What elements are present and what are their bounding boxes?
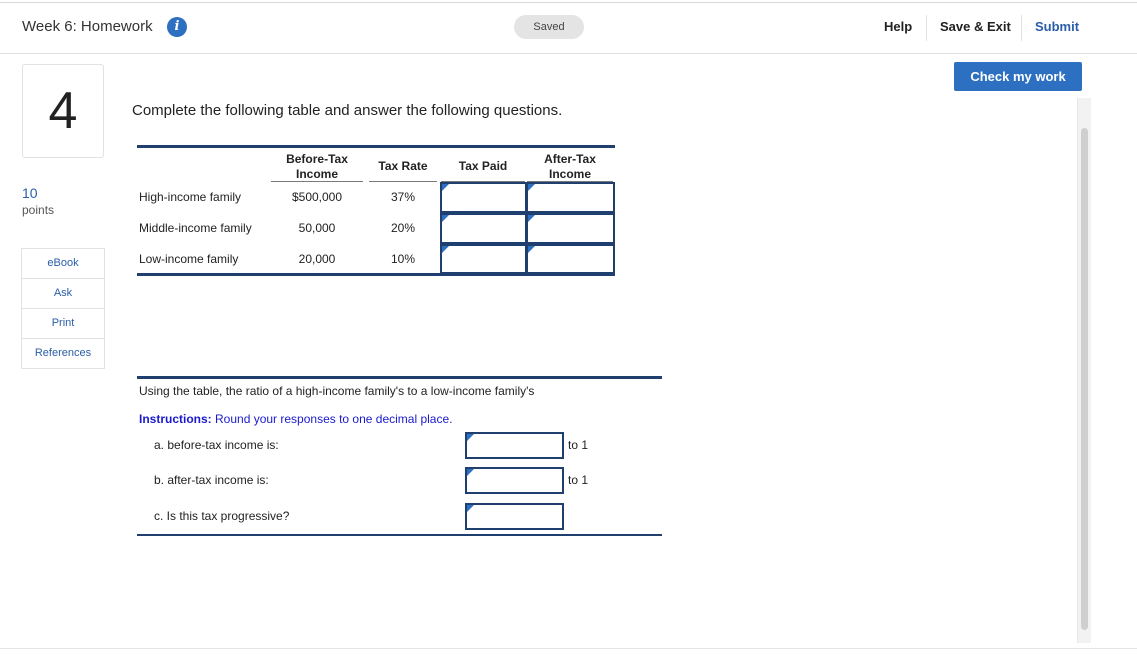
instructions <box>139 412 453 426</box>
saved-status-badge: Saved <box>514 15 584 39</box>
row-label-high: High-income family <box>139 190 242 204</box>
rate-low: 10% <box>390 252 416 266</box>
instructions-text: Round your responses to one decimal place. <box>215 412 453 426</box>
ratio-suffix-b: to 1 <box>568 473 589 487</box>
progressive-answer-dropdown[interactable] <box>465 503 564 530</box>
top-bar <box>0 3 1137 54</box>
after-tax-high-input[interactable] <box>526 182 615 213</box>
nav-divider <box>1021 15 1022 41</box>
help-link[interactable]: Help <box>884 19 913 34</box>
submit-link[interactable]: Submit <box>1035 19 1080 34</box>
ratio-questions <box>137 376 662 537</box>
info-icon[interactable]: i <box>167 17 187 37</box>
header-tax-rate: Tax Rate <box>378 159 428 173</box>
check-my-work-button[interactable]: Check my work <box>954 62 1082 91</box>
rate-high: 37% <box>390 190 416 204</box>
after-tax-ratio-input[interactable] <box>465 467 564 494</box>
question-c-label: c. Is this tax progressive? <box>154 509 290 523</box>
section-bottom-rule <box>137 534 662 536</box>
question-number: 4 <box>22 64 104 158</box>
rate-middle: 20% <box>390 221 416 235</box>
ask-link[interactable]: Ask <box>22 278 104 308</box>
header-after-tax <box>527 152 613 182</box>
tax-paid-high-input[interactable] <box>440 182 527 213</box>
table-top-rule <box>137 145 615 148</box>
ratio-suffix-a: to 1 <box>568 438 589 452</box>
tax-table <box>137 145 615 276</box>
ebook-link[interactable]: eBook <box>47 257 79 269</box>
question-prompt: Complete the following table and answer the following questions. <box>132 102 563 119</box>
header-underline <box>369 181 437 182</box>
tax-paid-low-input[interactable] <box>440 244 527 274</box>
header-after-tax-line2: Income <box>548 167 591 181</box>
after-tax-middle-input[interactable] <box>526 213 615 244</box>
income-low: 20,000 <box>298 252 336 266</box>
header-before-tax <box>271 152 363 182</box>
after-tax-low-input[interactable] <box>526 244 615 274</box>
table-bottom-rule <box>137 273 615 276</box>
section-top-rule <box>137 376 662 379</box>
scrollbar-thumb[interactable] <box>1081 128 1088 630</box>
tax-paid-middle-input[interactable] <box>440 213 527 244</box>
header-underline <box>271 181 363 182</box>
question-a-label: a. before-tax income is: <box>154 438 279 452</box>
points-value: 10 <box>22 185 38 201</box>
header-tax-paid: Tax Paid <box>458 159 508 173</box>
header-before-tax-line1: Before-Tax <box>286 152 348 166</box>
assignment-title: Week 6: Homework <box>22 18 153 35</box>
nav-divider <box>926 15 927 41</box>
points-label: points <box>22 203 55 217</box>
resource-links <box>21 248 105 369</box>
references-link[interactable]: References <box>22 338 104 368</box>
print-link[interactable]: Print <box>22 308 104 338</box>
question-b-label: b. after-tax income is: <box>154 473 269 487</box>
instructions-label: Instructions: <box>139 412 212 426</box>
row-label-middle: Middle-income family <box>139 221 252 235</box>
income-high: $500,000 <box>291 190 343 204</box>
footer-border <box>0 648 1137 649</box>
save-exit-link[interactable]: Save & Exit <box>940 19 1011 34</box>
header-before-tax-line2: Income <box>295 167 338 181</box>
before-tax-ratio-input[interactable] <box>465 432 564 459</box>
income-middle: 50,000 <box>298 221 336 235</box>
header-after-tax-line1: After-Tax <box>544 152 596 166</box>
ratio-intro: Using the table, the ratio of a high-income family's to a low-income family's <box>139 384 535 398</box>
row-label-low: Low-income family <box>139 252 239 266</box>
